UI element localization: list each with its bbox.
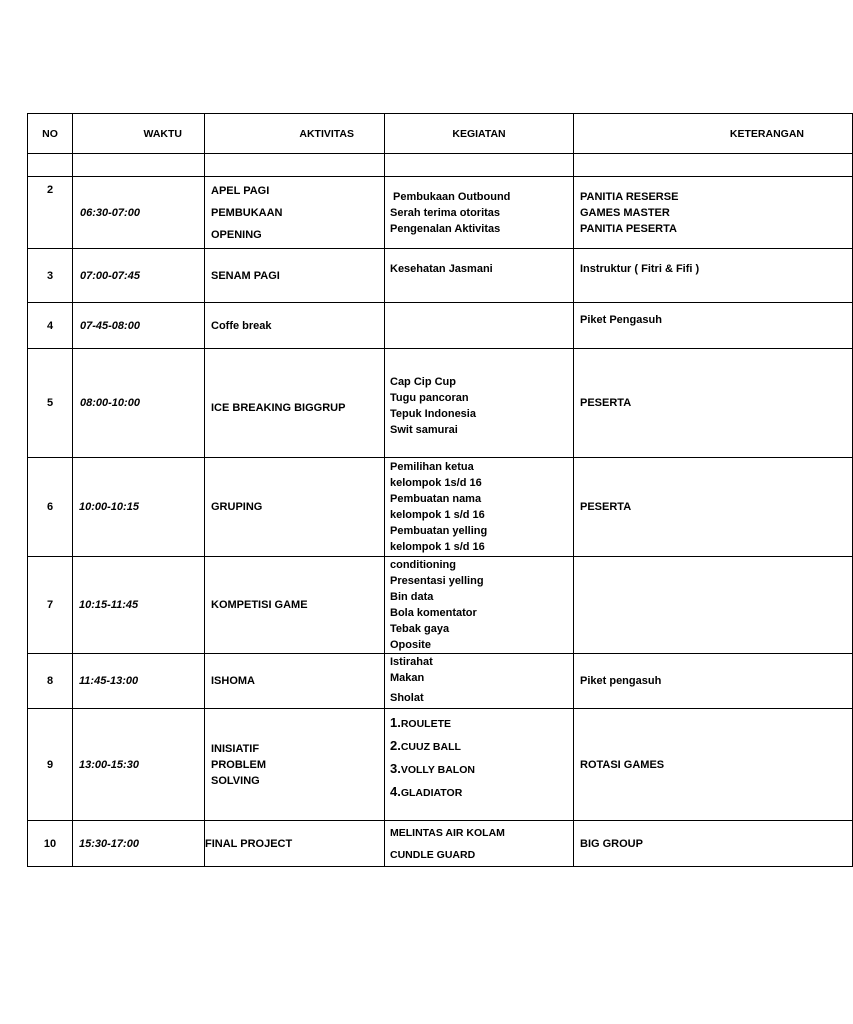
kegiatan-line: Pengenalan Aktivitas [390,222,501,235]
activity-line: SOLVING [211,774,260,787]
row-number: 8 [28,654,73,709]
table-row [28,458,853,557]
row-activity: KOMPETISI GAME [205,557,385,654]
row-activity: ICE BREAKING BIGGRUP [205,349,385,458]
kegiatan-line: Makan [390,672,425,684]
row-number: 6 [28,458,73,557]
row-kegiatan [385,821,574,867]
table-row [28,821,853,867]
row-activity: Coffe break [205,303,385,349]
keterangan-line: GAMES MASTER [580,206,670,219]
header-keterangan: KETERANGAN [574,114,853,154]
kegiatan-line: Swit samurai [390,424,458,436]
row-number: 4 [28,303,73,349]
kegiatan-line: Tepuk Indonesia [390,408,476,420]
activity-line: PROBLEM [211,758,266,771]
table-row [28,177,853,249]
kegiatan-line: conditioning [390,559,456,571]
row-time: 15:30-17:00 [73,821,205,867]
row-kegiatan [385,709,574,821]
row-keterangan: Piket pengasuh [574,654,853,709]
kegiatan-line: Pembuatan yelling [390,525,488,537]
row-activity: ISHOMA [205,654,385,709]
kegiatan-line: kelompok 1s/d 16 [390,477,482,489]
row-keterangan: ROTASI GAMES [574,709,853,821]
row-number: 5 [28,349,73,458]
row-time: 07-45-08:00 [73,303,205,349]
row-kegiatan [385,349,574,458]
empty-cell [28,154,73,177]
header-aktivitas: AKTIVITAS [205,114,385,154]
row-number: 2 [28,177,73,249]
list-text: VOLLY BALON [400,764,475,776]
row-number: 7 [28,557,73,654]
header-row [28,114,853,154]
row-kegiatan [385,177,574,249]
kegiatan-line: Serah terima otoritas [390,206,501,219]
empty-cell [205,154,385,177]
kegiatan-line: Cap Cip Cup [390,376,456,388]
kegiatan-list-item [390,758,573,781]
row-activity: SENAM PAGI [205,249,385,303]
kegiatan-line: Bin data [390,591,434,603]
kegiatan-line: MELINTAS AIR KOLAM [390,826,505,839]
kegiatan-line: Tugu pancoran [390,392,469,404]
activity-line: FINAL PROJECT [205,837,293,850]
keterangan-line: PANITIA RESERSE [580,190,679,203]
row-keterangan: Piket Pengasuh [574,303,853,349]
row-number: 10 [28,821,73,867]
keterangan-line: PANITIA PESERTA [580,222,677,235]
row-activity [205,709,385,821]
row-activity: GRUPING [205,458,385,557]
empty-cell [385,154,574,177]
kegiatan-line: Sholat [390,692,424,704]
kegiatan-list-item [390,781,573,804]
table-row [28,557,853,654]
list-text: GLADIATOR [400,787,463,799]
activity-line: PEMBUKAAN [211,206,283,219]
row-kegiatan [385,303,574,349]
kegiatan-line: kelompok 1 s/d 16 [390,541,485,553]
kegiatan-line: Pembuatan nama [390,493,482,505]
kegiatan-line: Tebak gaya [390,623,450,635]
list-text: CUUZ BALL [400,741,461,753]
activity-line: OPENING [211,228,262,241]
kegiatan-list-item [390,735,573,758]
row-kegiatan: Kesehatan Jasmani [385,249,574,303]
list-number: 2. [390,738,401,753]
table-row [28,709,853,821]
header-waktu: WAKTU [73,114,205,154]
activity-line: APEL PAGI [211,184,270,197]
row-kegiatan [385,458,574,557]
row-time: 10:00-10:15 [73,458,205,557]
activity-line: INISIATIF [211,742,260,755]
row-keterangan [574,177,853,249]
row-kegiatan [385,557,574,654]
kegiatan-line: Oposite [390,639,431,651]
row-activity [205,821,385,867]
list-number: 4. [390,784,401,799]
kegiatan-list-item [390,712,573,735]
row-keterangan: Instruktur ( Fitri & Fifi ) [574,249,853,303]
kegiatan-line: Istirahat [390,656,433,668]
header-kegiatan: KEGIATAN [385,114,574,154]
empty-cell [574,154,853,177]
row-kegiatan [385,654,574,709]
table-row [28,349,853,458]
row-time: 08:00-10:00 [73,349,205,458]
kegiatan-line: Presentasi yelling [390,575,484,587]
row-keterangan: PESERTA [574,458,853,557]
row-number: 9 [28,709,73,821]
kegiatan-line: Bola komentator [390,607,477,619]
header-no: NO [28,114,73,154]
table-row [28,654,853,709]
row-time: 07:00-07:45 [73,249,205,303]
row-number: 3 [28,249,73,303]
row-keterangan: PESERTA [574,349,853,458]
table-row [28,249,853,303]
row-time: 10:15-11:45 [73,557,205,654]
table-row [28,303,853,349]
kegiatan-line: Pemilihan ketua [390,461,474,473]
kegiatan-line: kelompok 1 s/d 16 [390,509,485,521]
list-text: ROULETE [400,718,452,730]
list-number: 3. [390,761,401,776]
row-time: 06:30-07:00 [73,177,205,249]
row-keterangan [574,557,853,654]
empty-cell [73,154,205,177]
row-time: 11:45-13:00 [73,654,205,709]
kegiatan-line: CUNDLE GUARD [390,848,476,861]
schedule-table [27,113,853,867]
empty-row [28,154,853,177]
row-activity [205,177,385,249]
row-time: 13:00-15:30 [73,709,205,821]
list-number: 1. [390,715,401,730]
kegiatan-line: Pembukaan Outbound [390,190,511,203]
row-keterangan: BIG GROUP [574,821,853,867]
